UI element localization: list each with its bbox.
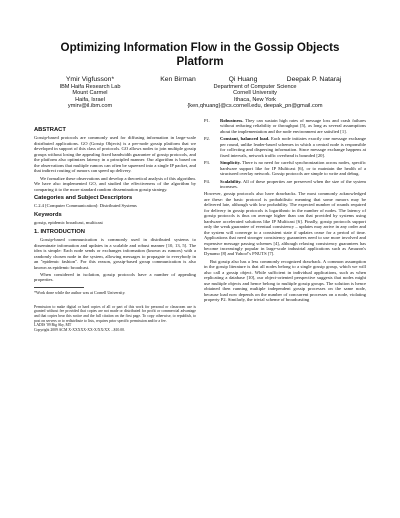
author-4 xyxy=(274,76,354,84)
permission-notice xyxy=(34,305,196,332)
shared-affiliation xyxy=(150,84,360,110)
paper-title: Optimizing Information Flow in the Gossip Objects Platform xyxy=(60,41,340,68)
author-name: Ymir Vigfusson* xyxy=(65,76,115,83)
intro-heading: 1. INTRODUCTION xyxy=(34,228,85,235)
property-name: Robustness. xyxy=(220,118,244,123)
author-affiliation: Haifa, Israel xyxy=(75,96,105,103)
keywords-text: gossip, epidemic broadcast, multicast xyxy=(34,220,103,226)
property-label: P4. xyxy=(204,178,211,184)
author-name: Qi Huang xyxy=(228,76,258,83)
permission-text: Permission to make digital or hard copies of all or part of this work for personal or classroom use is granted without fee provided that copies are not made or distributed for profit or commercial advantage and that copies bear this notice and the full citation on the first page. To copy otherwise, to republish, to post on servers or to redistribute to lists, requires prior specific permission and/or a fee. xyxy=(34,304,196,323)
abstract-paragraph: Gossip-based protocols are commonly used for diffusing information in large-scale distributed applications. GO (Gossip Objects) is a per-node gossip platform that we developed in support of this class of protocols. GO allows nodes to join multiple gossip groups without losing the appealing fixed bandwidth guarantee of gossip protocols, and the platform also optimizes latency in a principled manner. Our algorithm is based on the observations that multiple rumors can often be squeezed into a single IP packet, and that indirect routing of rumors can speed up delivery. xyxy=(34,135,196,174)
property-item xyxy=(204,179,366,190)
categories-text: C.2.4 [Computer Communication]: Distributed Systems xyxy=(34,203,137,209)
property-text: There is no need for careful synchronization across nodes, specific hardware support like for IP Multicast [6], or to maintain the health of a structured overlay network. Gossip protocols are simple to write and debug. xyxy=(220,160,366,177)
copyright-line: Copyright 2009 ACM X-XXXXX-XX-X/XX/XX ...$10.00. xyxy=(34,327,126,332)
property-item xyxy=(204,136,366,158)
property-item xyxy=(204,118,366,134)
property-label: P1. xyxy=(204,118,211,123)
keywords-heading: Keywords xyxy=(34,211,62,218)
property-text: They can sustain high rates of message loss and crash failures without reducing reliability or throughput [5], as long as several assumptions about the implementation and the node environment are satisfied [1]. xyxy=(220,118,366,134)
abstract-paragraph: We formalize these observations and develop a theoretical analysis of this algorithm. We have also implemented GO, and studied the effectiveness of the algorithm by comparing it to the more standard random dissemination gossip strategy. xyxy=(34,175,196,192)
property-name: Scalability. xyxy=(220,178,242,184)
property-text: Each node initiates exactly one message exchange per round, unlike leader-based schemes in which a central node is responsible for collecting and dispersing information. Since message exchange happens at fixed intervals, network traffic overhead is bounded [20]. xyxy=(220,136,366,158)
intro-paragraph: When considered in isolation, gossip protocols have a number of appealing properties. xyxy=(34,271,196,283)
author-email: ymirv@il.ibm.com xyxy=(67,103,113,110)
abstract-heading: ABSTRACT xyxy=(34,127,66,133)
venue-line: LADIS '09 Big Sky, MT xyxy=(34,323,72,328)
right-column xyxy=(204,118,366,305)
property-item xyxy=(204,160,366,176)
footnote: *Work done while the author was at Cornell University. xyxy=(34,289,126,295)
author-affiliation: Department of Computer Science xyxy=(213,84,297,90)
author-email: {ken,qhuang}@cs.cornell.edu, deepak_pn@gmail.com xyxy=(187,103,323,110)
property-name: Simplicity. xyxy=(220,160,241,166)
author-3 xyxy=(218,76,268,84)
body-paragraph: But gossip also has a less commonly recognized drawback. A common assumption in the gossip literature is that all nodes belong to a single gossip group, which we will also call a gossip object. While sufficient in individual applications, such as when replicating a database [10], our object-oriented perspective suggests that nodes might use multiple objects and hence belong to multiple gossip groups. The solution is hence obtained then running multiple independent gossip processes on the same node, because load now depends on the number of concurrent processes on a node, violating property P2. Similarly, the trivial scheme of broadcasting xyxy=(204,258,366,303)
author-affiliation: Ithaca, New York xyxy=(234,96,276,103)
categories-heading: Categories and Subject Descriptors xyxy=(34,194,133,201)
left-column xyxy=(34,124,196,332)
body-paragraph: However, gossip protocols also have drawbacks. The most commonly acknowledged are these: the basic protocol is probabilistic meaning that some rumors may be delivered late, although with low probability. The expected number of rounds required for delivery in gossip protocols is logarithmic in the number of nodes. The latency of gossip protocols is thus on average higher than can that provided by systems using hardware accelerated solutions like IP Multicast [6]. Finally, gossip protocols support only the weak guarantee of eventual consistency – updates may arrive in any order and the system will converge to a consistent state if updates cease for a period of time. Applications that need stronger consistency guarantees need to use more involved and expensive message passing schemes [4], although relaxing consistency guarantees has become increasingly popular in large-scale industrial applications such as Amazon's Dynamo [8] and Yahoo!'s PNUTS [7]. xyxy=(204,191,366,257)
author-affiliation: Cornell University xyxy=(233,90,277,97)
author-affiliation: Mount Carmel xyxy=(72,90,108,97)
author-affiliation: IBM Haifa Research Lab xyxy=(59,84,121,90)
author-name: Deepak P. Nataraj xyxy=(286,76,342,83)
property-text: All of these properties are preserved when the size of the system increases. xyxy=(220,178,366,189)
author-name: Ken Birman xyxy=(160,76,196,83)
intro-paragraph: Gossip-based communication is commonly used in distributed systems to disseminate information and updates in a scalable and robust manner [10, 13, 5]. The idea is simple: Each node sends or exchanges information (known as rumors) with a randomly chosen node in the system, allowing messages to propagate to everybody in an "epidemic fashion". For this reason, gossip-based group communication is also known as epidemic broadcast. xyxy=(34,237,196,270)
author-2 xyxy=(148,76,208,84)
property-label: P3. xyxy=(204,160,211,166)
property-label: P2. xyxy=(204,136,211,142)
footnote-rule xyxy=(34,287,84,288)
property-name: Constant, balanced load. xyxy=(220,136,270,142)
author-1 xyxy=(50,76,130,110)
